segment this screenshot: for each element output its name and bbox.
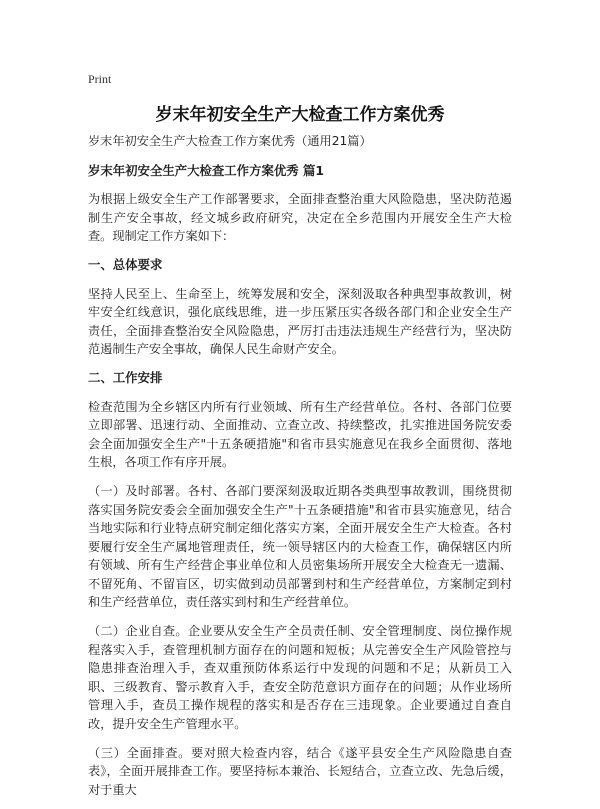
print-link[interactable]: Print: [88, 72, 112, 86]
article-body: [88, 132, 512, 809]
intro-paragraph: 为根据上级安全生产工作部署要求，全面排查整治重大风险隐患，坚决防范遏制生产安全事故，经文城乡政府研究，决定在全乡范围内开展安全生产大检查。现制定工作方案如下：: [88, 192, 512, 244]
general-requirements-paragraph: 坚持人民至上、生命至上，统筹发展和安全，深刻汲取各种典型事故教训，树牢安全红线意识，强化底线思维，进一步压紧压实各级各部门和企业安全生产责任，全面排查整治安全风险隐患，严厉打击违法违规生产经营行为，坚决防范遏制生产安全事故，确保人民生命财产安全。: [88, 286, 512, 357]
section-heading-general: 一、总体要求: [88, 256, 163, 272]
subtitle: 岁末年初安全生产大检查工作方案优秀（通用21篇）: [88, 134, 372, 148]
item-timely-deployment: （一）及时部署。各村、各部门要深刻汲取近期各类典型事故教训，围绕贯彻落实国务院安委会全面加强安全生产"十五条硬措施"和省市县实施意见，结合当地实际和行业特点研究制定细化落实方案，全面开展安全生产大检查。各村要履行安全生产属地管理责任，统一领导辖区内的大检查工作，确保辖区内所有领域、所有生产经营企事业单位和人员密集场所开展安全大检查无一遗漏、不留死角、不留盲区，切实做到动员部署到村和生产经营单位，方案制定到村和生产经营单位，责任落实到村和生产经营单位。: [88, 483, 512, 610]
page-title: 岁末年初安全生产大检查工作方案优秀: [155, 105, 445, 125]
arrangement-paragraph: 检查范围为全乡辖区内所有行业领域、所有生产经营单位。各村、各部门位要立即部署、迅速行动、全面推动、立查立改、持续整改，扎实推进国务院安委会全面加强安全生产"十五条硬措施"和省市县实施意见在我乡全面贯彻、落地生根，各项工作有序开展。: [88, 399, 512, 470]
section-heading-arrangement: 二、工作安排: [88, 369, 163, 385]
item-comprehensive-check: （三）全面排查。要对照大检查内容，结合《遂平县安全生产风险隐患自查表》，全面开展排查工作。要坚持标本兼治、长短结合，立查立改、先急后缓，对于重大: [88, 745, 512, 797]
item-self-inspection: （二）企业自查。企业要从安全生产全员责任制、安全管理制度、岗位操作规程落实入手，查管理机制方面存在的问题和短板；从完善安全生产风险管控与隐患排查治理入手，查双重预防体系运行中发现的问题和不足；从新员工入职、三级教育、警示教育入手，查安全防范意识方面存在的问题；从作业场所管理入手，查员工操作规程的落实和是否存在三违现象。企业要通过自查自改，提升安全生产管理水平。: [88, 624, 512, 732]
article-heading: 岁末年初安全生产大检查工作方案优秀 篇1: [88, 162, 324, 178]
